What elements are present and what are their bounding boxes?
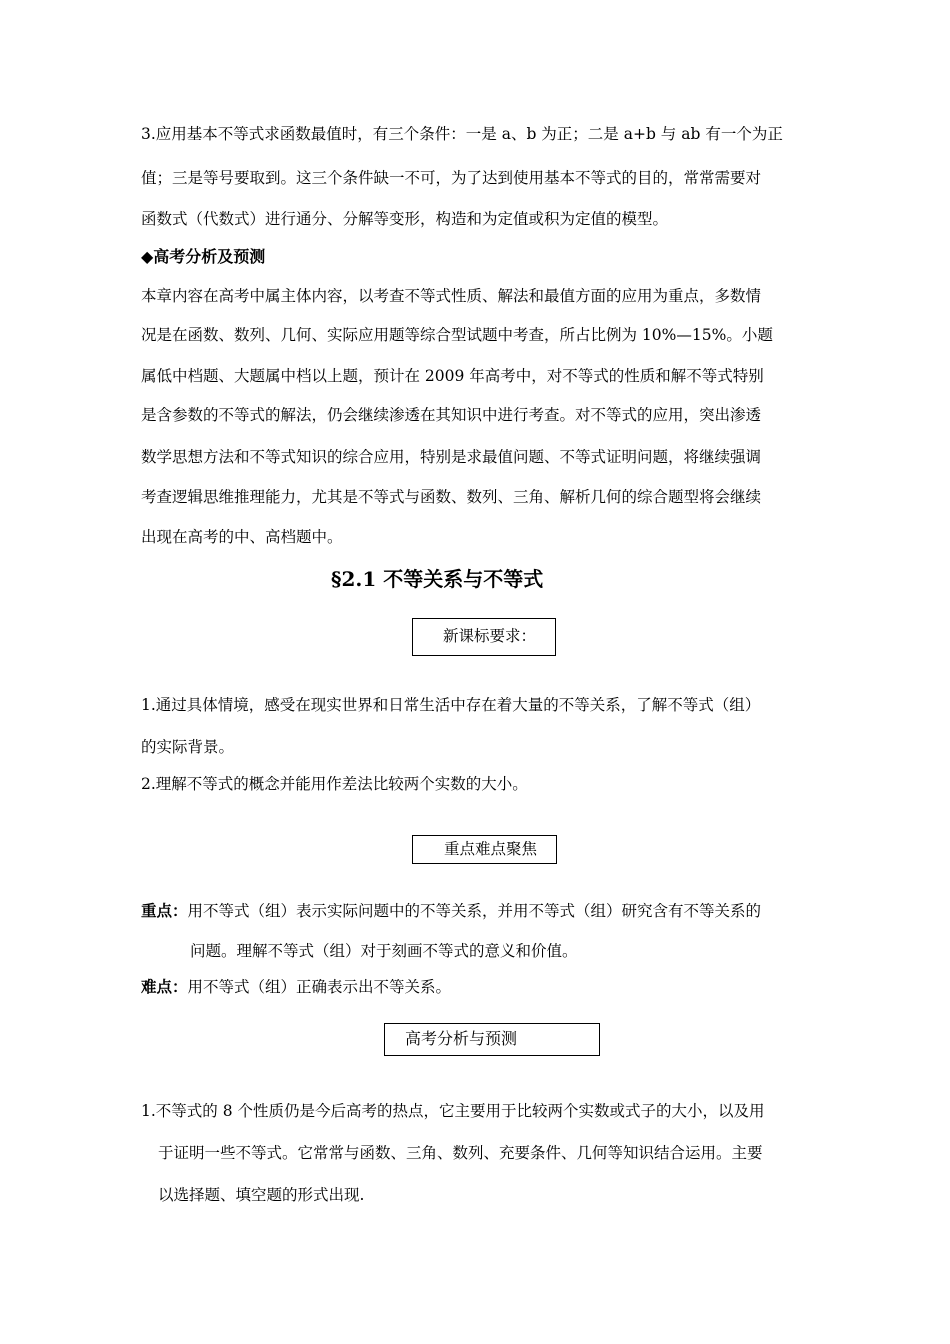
paragraph-line: 函数式（代数式）进行通分、分解等变形，构造和为定值或积为定值的模型。 bbox=[141, 210, 669, 228]
paragraph-line: 以选择题、填空题的形式出现. bbox=[158, 1186, 365, 1204]
key-point-label: 重点： bbox=[141, 901, 188, 920]
paragraph-line: 本章内容在高考中属主体内容，以考查不等式性质、解法和最值方面的应用为重点，多数情 bbox=[141, 287, 762, 305]
paragraph-line: 1.通过具体情境，感受在现实世界和日常生活中存在着大量的不等关系，了解不等式（组） bbox=[141, 696, 761, 714]
paragraph-line: 考查逻辑思维推理能力，尤其是不等式与函数、数列、三角、解析几何的综合题型将会继续 bbox=[141, 488, 762, 506]
analysis-heading: ◆高考分析及预测 bbox=[141, 247, 266, 266]
paragraph-line: 数学思想方法和不等式知识的综合应用，特别是求最值问题、不等式证明问题，将继续强调 bbox=[141, 448, 762, 466]
standards-box-label: 新课标要求： bbox=[443, 627, 537, 645]
difficulty-label: 难点： bbox=[141, 977, 188, 996]
paragraph-line: 1.不等式的 8 个性质仍是今后高考的热点，它主要用于比较两个实数或式子的大小，以及用 bbox=[141, 1102, 765, 1120]
difficulty-text: 用不等式（组）正确表示出不等关系。 bbox=[187, 978, 452, 996]
focus-box bbox=[412, 835, 557, 864]
focus-box-label: 重点难点聚焦 bbox=[444, 840, 538, 858]
paragraph-line: 于证明一些不等式。它常常与函数、三角、数列、充要条件、几何等知识结合运用。主要 bbox=[158, 1144, 763, 1162]
paragraph-line: 是含参数的不等式的解法，仍会继续渗透在其知识中进行考查。对不等式的应用，突出渗透 bbox=[141, 406, 762, 424]
key-point-line bbox=[141, 901, 761, 921]
section-title: §2.1 不等关系与不等式 bbox=[331, 567, 544, 591]
key-point-text: 用不等式（组）表示实际问题中的不等关系，并用不等式（组）研究含有不等关系的 bbox=[187, 902, 762, 920]
standards-box bbox=[412, 618, 556, 656]
difficulty-line bbox=[141, 977, 451, 997]
paragraph-line: 2.理解不等式的概念并能用作差法比较两个实数的大小。 bbox=[141, 775, 528, 793]
key-point-continuation: 问题。理解不等式（组）对于刻画不等式的意义和价值。 bbox=[190, 942, 578, 960]
paragraph-line: 的实际背景。 bbox=[141, 738, 235, 756]
paragraph-line: 3.应用基本不等式求函数最值时，有三个条件：一是 a、b 为正；二是 a+b 与 ab 有一个为正 bbox=[141, 125, 783, 143]
paragraph-line: 属低中档题、大题属中档以上题，预计在 2009 年高考中，对不等式的性质和解不等式特别 bbox=[141, 367, 764, 385]
paragraph-line: 值；三是等号要取到。这三个条件缺一不可，为了达到使用基本不等式的目的，常常需要对 bbox=[141, 169, 762, 187]
forecast-box bbox=[384, 1023, 600, 1056]
paragraph-line: 况是在函数、数列、几何、实际应用题等综合型试题中考查，所占比例为 10%—15%。小题 bbox=[141, 326, 773, 344]
forecast-box-label: 高考分析与预测 bbox=[405, 1029, 518, 1048]
paragraph-line: 出现在高考的中、高档题中。 bbox=[141, 528, 343, 546]
